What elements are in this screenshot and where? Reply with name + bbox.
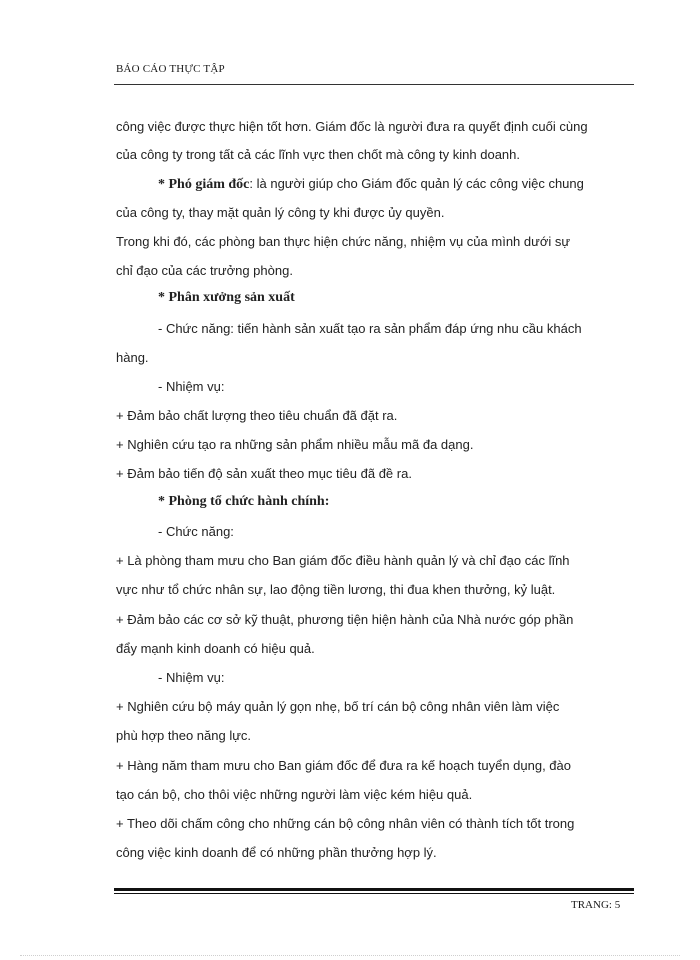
- footer-divider-thin: [114, 893, 634, 894]
- text-line: + Đảm bảo chất lượng theo tiêu chuẩn đã đặt ra.: [116, 408, 398, 423]
- text-line: công việc kinh doanh để có những phần thưởng hợp lý.: [116, 845, 437, 860]
- text-line: Trong khi đó, các phòng ban thực hiện chức năng, nhiệm vụ của mình dưới sự: [116, 234, 571, 249]
- text-line: + Hàng năm tham mưu cho Ban giám đốc để đưa ra kế hoạch tuyển dụng, đào: [116, 758, 571, 773]
- text-line: + Nghiên cứu tạo ra những sản phẩm nhiều mẫu mã đa dạng.: [116, 437, 474, 452]
- text-line-pho-giam-doc: [158, 176, 584, 193]
- text-line: công việc được thực hiện tốt hơn. Giám đốc là người đưa ra quyết định cuối cùng: [116, 119, 588, 134]
- text-line: của công ty trong tất cả các lĩnh vực then chốt mà công ty kinh doanh.: [116, 147, 520, 162]
- text-line: phù hợp theo năng lực.: [116, 728, 252, 743]
- page-header-title: BÁO CÁO THỰC TẬP: [116, 63, 225, 75]
- text-line: + Đảm bảo các cơ sở kỹ thuật, phương tiện hiện hành của Nhà nước góp phần: [116, 612, 574, 627]
- text-line: - Nhiệm vụ:: [158, 379, 225, 394]
- text-pho-giam-doc-desc: : là người giúp cho Giám đốc quản lý các công việc chung: [249, 176, 584, 191]
- text-line: hàng.: [116, 350, 149, 365]
- page-number: TRANG: 5: [571, 899, 621, 911]
- text-line: + Đảm bảo tiến độ sản xuất theo mục tiêu đã đề ra.: [116, 466, 412, 481]
- text-line: + Nghiên cứu bộ máy quản lý gọn nhẹ, bố trí cán bộ công nhân viên làm việc: [116, 699, 560, 714]
- heading-pho-giam-doc: * Phó giám đốc: [158, 177, 250, 192]
- heading-phong-to-chuc: * Phòng tổ chức hành chính:: [158, 494, 330, 509]
- heading-phan-xuong: * Phân xưởng sản xuất: [158, 290, 295, 305]
- text-line: - Chức năng: tiến hành sản xuất tạo ra sản phẩm đáp ứng nhu cầu khách: [158, 321, 582, 336]
- header-divider: [114, 84, 634, 85]
- text-line: - Chức năng:: [158, 524, 234, 539]
- text-line: của công ty, thay mặt quản lý công ty khi được ủy quyền.: [116, 205, 445, 220]
- text-line: đẩy mạnh kinh doanh có hiệu quả.: [116, 641, 315, 656]
- page-edge-dotted: [20, 955, 680, 956]
- text-line: chỉ đạo của các trưởng phòng.: [116, 263, 293, 278]
- footer-divider-thick: [114, 888, 634, 891]
- text-line: + Là phòng tham mưu cho Ban giám đốc điều hành quản lý và chỉ đạo các lĩnh: [116, 553, 570, 568]
- text-line: vực như tổ chức nhân sự, lao động tiền lương, thi đua khen thưởng, kỷ luật.: [116, 582, 556, 597]
- text-line: tạo cán bộ, cho thôi việc những người làm việc kém hiệu quả.: [116, 787, 473, 802]
- text-line: + Theo dõi chấm công cho những cán bộ công nhân viên có thành tích tốt trong: [116, 816, 575, 831]
- text-line: - Nhiệm vụ:: [158, 670, 225, 685]
